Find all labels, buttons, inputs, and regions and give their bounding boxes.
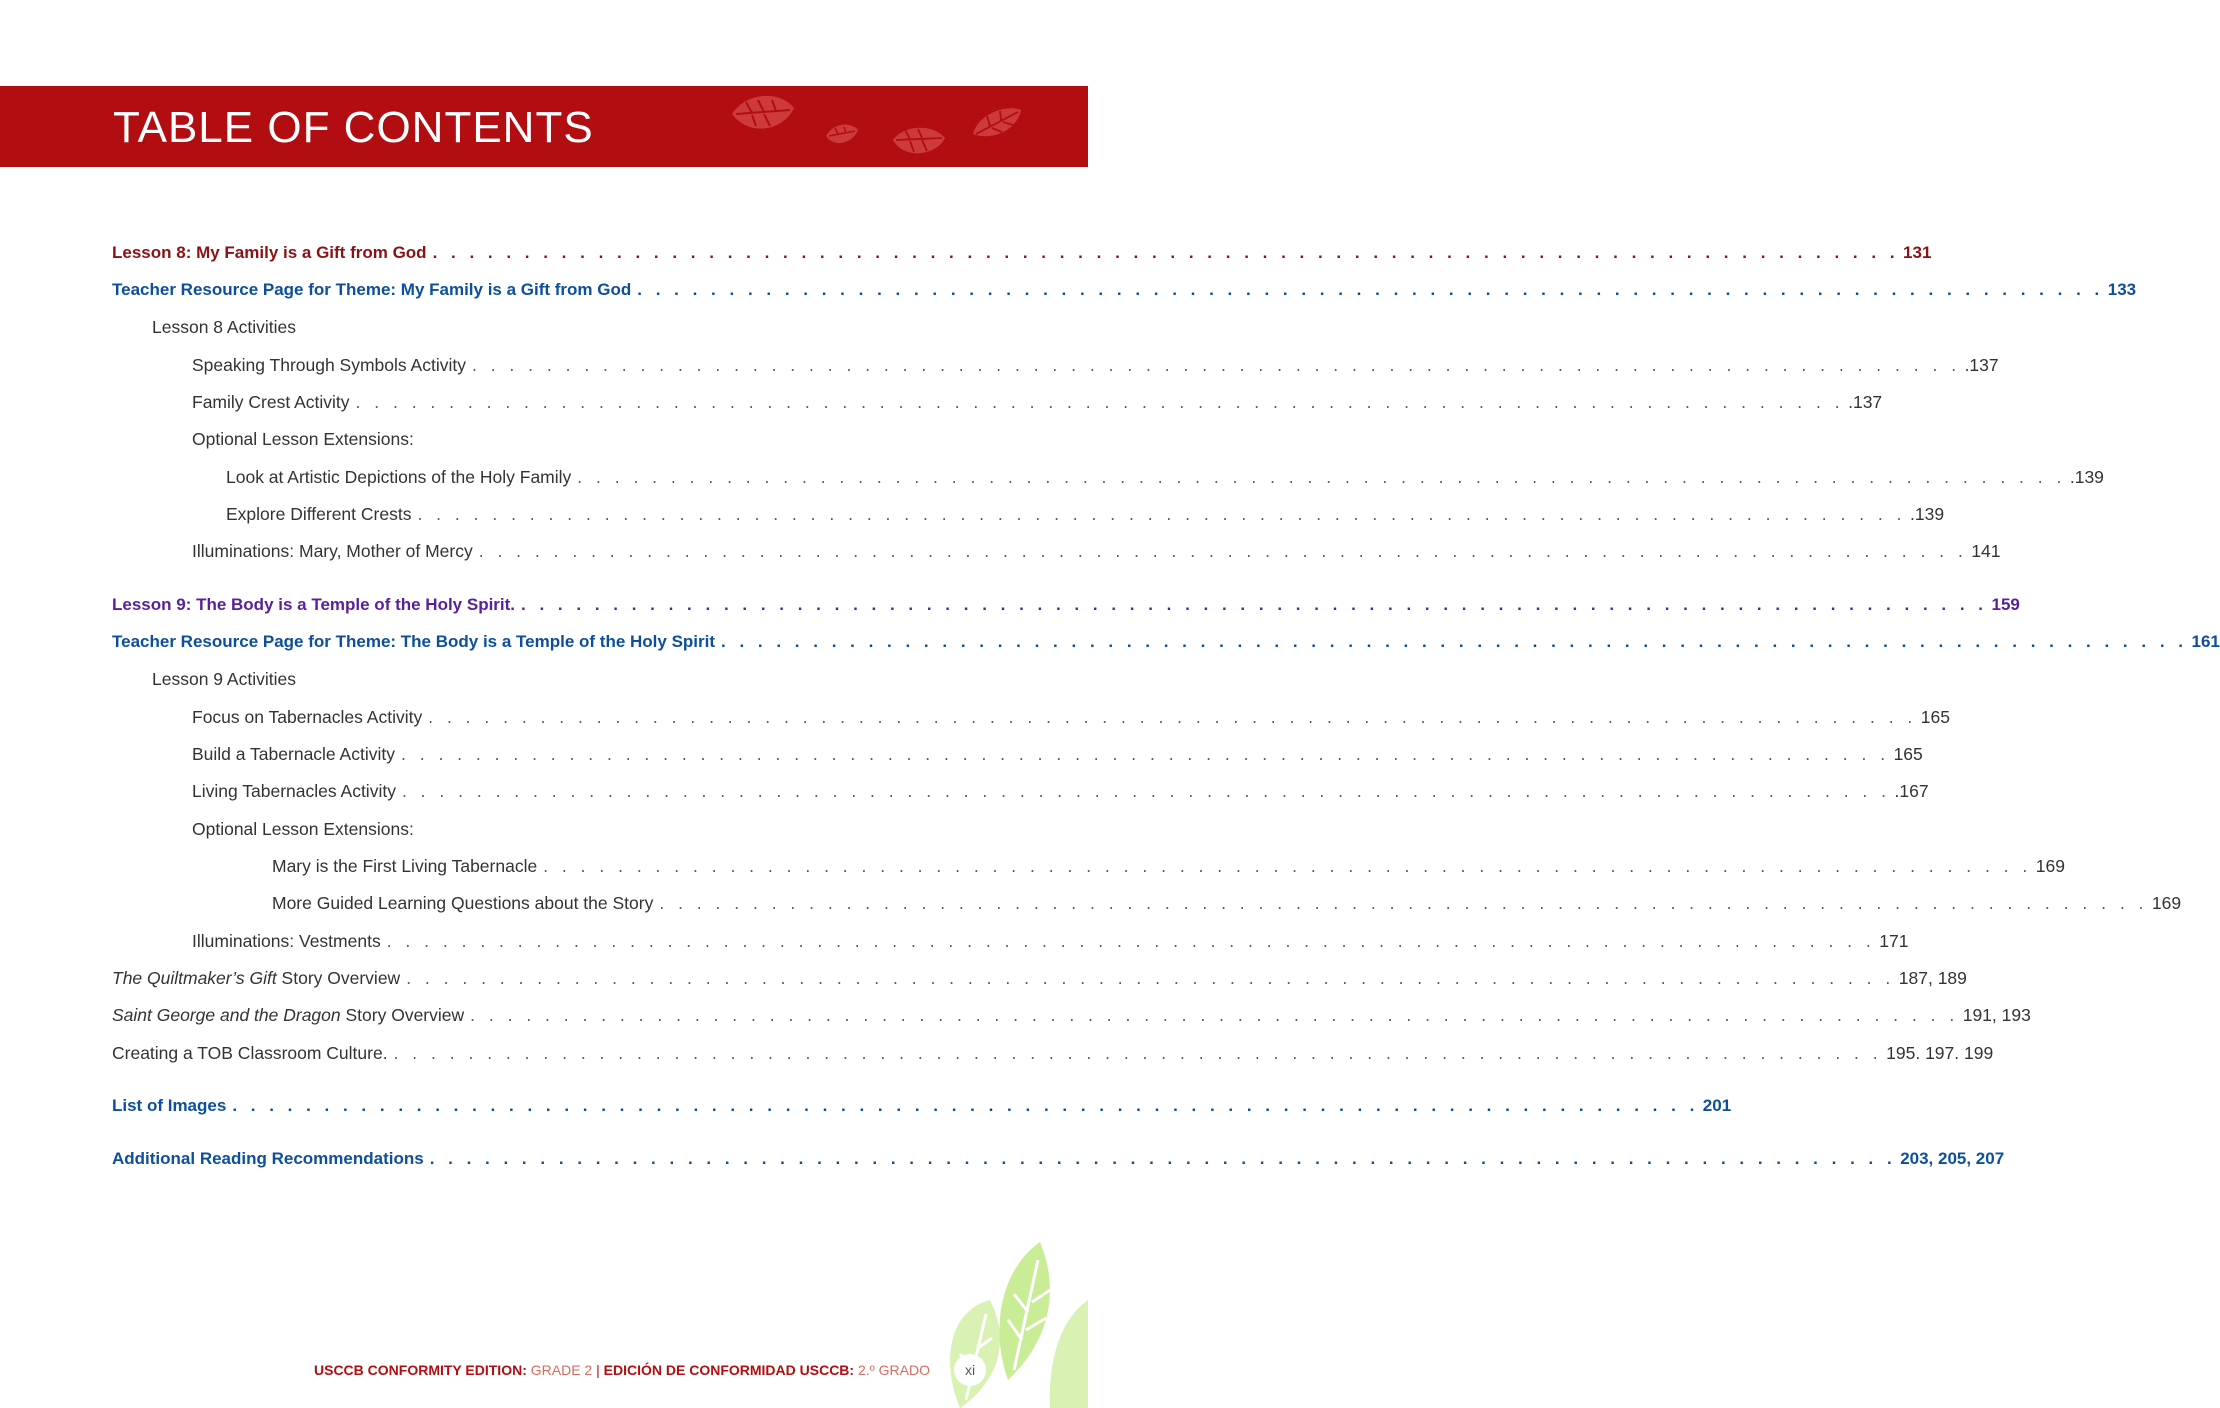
leaf-decoration-icon: [970, 104, 1024, 142]
leader-dots: . . . . . . . . . . . . . . . . . . . . . . . . . . . . . . . . . . . . . . . . . . . . . . . . . . . . . . . . . . . . . . . . . . . . . . . . . . . . . . . .: [577, 467, 2066, 487]
page-number: 165: [1920, 707, 1950, 727]
leader-dots: . . . . . . . . . . . . . . . . . . . . . . . . . . . . . . . . . . . . . . . . . . . . . . . . . . . . . . . . . . . . . . . . . . . . . . . . . . . . . . . .: [470, 1005, 1959, 1025]
leader-dots: . . . . . . . . . . . . . . . . . . . . . . . . . . . . . . . . . . . . . . . . . . . . . . . . . . . . . . . . . . . . . . . . . . . . . . . . . . . . . . . .: [401, 781, 1891, 801]
section-heading-optional-extensions-9: Optional Lesson Extensions:: [192, 819, 414, 839]
header-banner: [0, 86, 1088, 167]
leader-dots: . . . . . . . . . . . . . . . . . . . . . . . . . . . . . . . . . . . . . . . . . . . . . . . . . . . . . . . . . . . . . . . . . . . . . . . . . . . . . . . .: [428, 707, 1917, 727]
toc-entry-saint-george[interactable]: Saint George and the Dragon Story Overview . . . . . . . . . . . . . . . . . . . . . . . . . . . . . . . . . . . . . . . . . . . . . . . . . . . . . . . . . . . . . . . . . . . . . . . . . . . . . . . . 191, 193: [112, 1002, 976, 1028]
page-number: 171: [1879, 931, 1909, 951]
toc-entry-list-of-images[interactable]: List of Images . . . . . . . . . . . . . . . . . . . . . . . . . . . . . . . . . . . . . . . . . . . . . . . . . . . . . . . . . . . . . . . . . . . . . . . . . . . . . . . . 201: [112, 1093, 976, 1119]
page-number: 133: [2107, 280, 2137, 299]
page-number: 195. 197. 199: [1886, 1043, 1994, 1063]
toc-entry-artistic-depictions[interactable]: Look at Artistic Depictions of the Holy Family . . . . . . . . . . . . . . . . . . . . . . . . . . . . . . . . . . . . . . . . . . . . . . . . . . . . . . . . . . . . . . . . . . . . . . . . . . . . . . . . .139: [226, 464, 976, 490]
section-heading-lesson-9-activities: Lesson 9 Activities: [152, 669, 296, 689]
toc-entry-focus-on-tabernacles[interactable]: Focus on Tabernacles Activity . . . . . . . . . . . . . . . . . . . . . . . . . . . . . . . . . . . . . . . . . . . . . . . . . . . . . . . . . . . . . . . . . . . . . . . . . . . . . . . . 165: [192, 704, 976, 730]
toc-entry-lesson-9[interactable]: Lesson 9: The Body is a Temple of the Holy Spirit. . . . . . . . . . . . . . . . . . . . . . . . . . . . . . . . . . . . . . . . . . . . . . . . . . . . . . . . . . . . . . . . . . . . . . . . . . . . . . . . . 159: [112, 592, 976, 618]
page-number: 169: [2035, 856, 2065, 876]
page-number: 169: [2151, 893, 2182, 913]
toc-entry-teacher-resource-9[interactable]: Teacher Resource Page for Theme: The Body is a Temple of the Holy Spirit . . . . . . . . . . . . . . . . . . . . . . . . . . . . . . . . . . . . . . . . . . . . . . . . . . . . . . . . . . . . . . . . . . . . . . . . . . . . . . . . 161: [112, 629, 976, 655]
page-number: 131: [1903, 243, 1932, 262]
page-number: .139: [1910, 504, 1945, 524]
leader-dots: . . . . . . . . . . . . . . . . . . . . . . . . . . . . . . . . . . . . . . . . . . . . . . . . . . . . . . . . . . . . . . . . . . . . . . . . . . . . . . . .: [355, 392, 1845, 412]
page-number: 201: [1702, 1096, 1732, 1115]
leader-dots: . . . . . . . . . . . . . . . . . . . . . . . . . . . . . . . . . . . . . . . . . . . . . . . . . . . . . . . . . . . . . . . . . . . . . . . . . . . . . . . .: [543, 856, 2032, 876]
leader-dots: . . . . . . . . . . . . . . . . . . . . . . . . . . . . . . . . . . . . . . . . . . . . . . . . . . . . . . . . . . . . . . . . . . . . . . . . . . . . . . . .: [386, 931, 1876, 951]
story-title: The Quiltmaker’s Gift: [112, 968, 277, 988]
leader-dots: . . . . . . . . . . . . . . . . . . . . . . . . . . . . . . . . . . . . . . . . . . . . . . . . . . . . . . . . . . . . . . . . . . . . . . . . . . . . . . . .: [417, 504, 1907, 524]
leader-dots: . . . . . . . . . . . . . . . . . . . . . . . . . . . . . . . . . . . . . . . . . . . . . . . . . . . . . . . . . . . . . . . . . . . . . . . . . . . . . . . .: [393, 1043, 1883, 1063]
leader-dots: . . . . . . . . . . . . . . . . . . . . . . . . . . . . . . . . . . . . . . . . . . . . . . . . . . . . . . . . . . . . . . . . . . . . . . . . . . . . . . . .: [401, 744, 1890, 764]
toc-entry-illuminations-vestments[interactable]: Illuminations: Vestments . . . . . . . . . . . . . . . . . . . . . . . . . . . . . . . . . . . . . . . . . . . . . . . . . . . . . . . . . . . . . . . . . . . . . . . . . . . . . . . . 171: [192, 928, 976, 954]
page-number: 191, 193: [1962, 1005, 2031, 1025]
leaf-decoration-icon: [824, 122, 860, 148]
page-number: 165: [1893, 744, 1923, 764]
page-number: .137: [1964, 355, 1999, 375]
toc-entry-living-tabernacles[interactable]: Living Tabernacles Activity . . . . . . . . . . . . . . . . . . . . . . . . . . . . . . . . . . . . . . . . . . . . . . . . . . . . . . . . . . . . . . . . . . . . . . . . . . . . . . . . .167: [192, 778, 976, 804]
green-leaves-icon: [930, 1230, 1088, 1408]
leader-dots: . . . . . . . . . . . . . . . . . . . . . . . . . . . . . . . . . . . . . . . . . . . . . . . . . . . . . . . . . . . . . . . . . . . . . . . . . . . . . . . .: [471, 355, 1961, 375]
toc-entry-speaking-through-symbols[interactable]: Speaking Through Symbols Activity . . . . . . . . . . . . . . . . . . . . . . . . . . . . . . . . . . . . . . . . . . . . . . . . . . . . . . . . . . . . . . . . . . . . . . . . . . . . . . . . .137: [192, 352, 976, 378]
toc-entry-build-tabernacle[interactable]: Build a Tabernacle Activity . . . . . . . . . . . . . . . . . . . . . . . . . . . . . . . . . . . . . . . . . . . . . . . . . . . . . . . . . . . . . . . . . . . . . . . . . . . . . . . . 165: [192, 741, 976, 767]
leader-dots: . . . . . . . . . . . . . . . . . . . . . . . . . . . . . . . . . . . . . . . . . . . . . . . . . . . . . . . . . . . . . . . . . . . . . . . . . . . . . . . .: [432, 243, 1900, 262]
section-heading-optional-extensions: Optional Lesson Extensions:: [192, 429, 414, 449]
toc-entry-family-crest[interactable]: Family Crest Activity . . . . . . . . . . . . . . . . . . . . . . . . . . . . . . . . . . . . . . . . . . . . . . . . . . . . . . . . . . . . . . . . . . . . . . . . . . . . . . . . .137: [192, 389, 976, 415]
page-number: .139: [2069, 467, 2104, 487]
toc-entry-additional-reading[interactable]: Additional Reading Recommendations . . . . . . . . . . . . . . . . . . . . . . . . . . . . . . . . . . . . . . . . . . . . . . . . . . . . . . . . . . . . . . . . . . . . . . . . . . . . . . . . 203, 205, 207: [112, 1146, 976, 1172]
toc-entry-teacher-resource-8[interactable]: Teacher Resource Page for Theme: My Family is a Gift from God . . . . . . . . . . . . . . . . . . . . . . . . . . . . . . . . . . . . . . . . . . . . . . . . . . . . . . . . . . . . . . . . . . . . . . . . . . . . . . . . 133: [112, 277, 976, 303]
toc-entry-classroom-culture[interactable]: Creating a TOB Classroom Culture. . . . . . . . . . . . . . . . . . . . . . . . . . . . . . . . . . . . . . . . . . . . . . . . . . . . . . . . . . . . . . . . . . . . . . . . . . . . . . . . . 195. 197. 199: [112, 1040, 976, 1066]
page-number: 141: [1971, 541, 2001, 561]
section-heading-lesson-8-activities: Lesson 8 Activities: [152, 317, 296, 337]
leader-dots: . . . . . . . . . . . . . . . . . . . . . . . . . . . . . . . . . . . . . . . . . . . . . . . . . . . . . . . . . . . . . . . . . . . . . . . . . . . . . . . .: [232, 1096, 1699, 1115]
page-number: .167: [1894, 781, 1929, 801]
toc-entry-mary-first-tabernacle[interactable]: Mary is the First Living Tabernacle . . . . . . . . . . . . . . . . . . . . . . . . . . . . . . . . . . . . . . . . . . . . . . . . . . . . . . . . . . . . . . . . . . . . . . . . . . . . . . . . 169: [272, 853, 976, 879]
toc-entry-different-crests[interactable]: Explore Different Crests . . . . . . . . . . . . . . . . . . . . . . . . . . . . . . . . . . . . . . . . . . . . . . . . . . . . . . . . . . . . . . . . . . . . . . . . . . . . . . . . .139: [226, 501, 976, 527]
leaf-decoration-icon: [728, 90, 800, 140]
toc-entry-lesson-8[interactable]: Lesson 8: My Family is a Gift from God . . . . . . . . . . . . . . . . . . . . . . . . . . . . . . . . . . . . . . . . . . . . . . . . . . . . . . . . . . . . . . . . . . . . . . . . . . . . . . . . 131: [112, 240, 976, 266]
leader-dots: . . . . . . . . . . . . . . . . . . . . . . . . . . . . . . . . . . . . . . . . . . . . . . . . . . . . . . . . . . . . . . . . . . . . . . . . . . . . . . . .: [429, 1149, 1897, 1168]
leader-dots: . . . . . . . . . . . . . . . . . . . . . . . . . . . . . . . . . . . . . . . . . . . . . . . . . . . . . . . . . . . . . . . . . . . . . . . . . . . . . . . .: [521, 595, 1988, 614]
story-title: Saint George and the Dragon: [112, 1005, 341, 1025]
footer-edition: USCCB CONFORMITY EDITION: GRADE 2 | EDICIÓN DE CONFORMIDAD USCCB: 2.º GRADO: [314, 1362, 930, 1378]
leader-dots: . . . . . . . . . . . . . . . . . . . . . . . . . . . . . . . . . . . . . . . . . . . . . . . . . . . . . . . . . . . . . . . . . . . . . . . . . . . . . . . .: [406, 968, 1895, 988]
toc-entry-quiltmakers-gift[interactable]: The Quiltmaker’s Gift Story Overview . . . . . . . . . . . . . . . . . . . . . . . . . . . . . . . . . . . . . . . . . . . . . . . . . . . . . . . . . . . . . . . . . . . . . . . . . . . . . . . . 187, 189: [112, 965, 976, 991]
leader-dots: . . . . . . . . . . . . . . . . . . . . . . . . . . . . . . . . . . . . . . . . . . . . . . . . . . . . . . . . . . . . . . . . . . . . . . . . . . . . . . . .: [637, 280, 2104, 299]
leader-dots: . . . . . . . . . . . . . . . . . . . . . . . . . . . . . . . . . . . . . . . . . . . . . . . . . . . . . . . . . . . . . . . . . . . . . . . . . . . . . . . .: [478, 541, 1968, 561]
page-number-badge: xi: [954, 1354, 986, 1386]
page-number: .137: [1848, 392, 1883, 412]
toc-entry-illuminations-mary[interactable]: Illuminations: Mary, Mother of Mercy . . . . . . . . . . . . . . . . . . . . . . . . . . . . . . . . . . . . . . . . . . . . . . . . . . . . . . . . . . . . . . . . . . . . . . . . . . . . . . . . 141: [192, 538, 976, 564]
leaf-decoration-icon: [890, 124, 948, 160]
page-title: TABLE OF CONTENTS: [113, 103, 594, 152]
toc-entry-guided-questions[interactable]: More Guided Learning Questions about the Story . . . . . . . . . . . . . . . . . . . . . . . . . . . . . . . . . . . . . . . . . . . . . . . . . . . . . . . . . . . . . . . . . . . . . . . . . . . . . . . . 169: [272, 890, 976, 916]
page-number: 159: [1991, 595, 2020, 614]
page-number: 187, 189: [1898, 968, 1967, 988]
page-number: 161: [2191, 632, 2220, 651]
page-number: 203, 205, 207: [1900, 1149, 2005, 1168]
leader-dots: . . . . . . . . . . . . . . . . . . . . . . . . . . . . . . . . . . . . . . . . . . . . . . . . . . . . . . . . . . . . . . . . . . . . . . . . . . . . . . . .: [659, 893, 2148, 913]
leader-dots: . . . . . . . . . . . . . . . . . . . . . . . . . . . . . . . . . . . . . . . . . . . . . . . . . . . . . . . . . . . . . . . . . . . . . . . . . . . . . . . .: [721, 632, 2188, 651]
